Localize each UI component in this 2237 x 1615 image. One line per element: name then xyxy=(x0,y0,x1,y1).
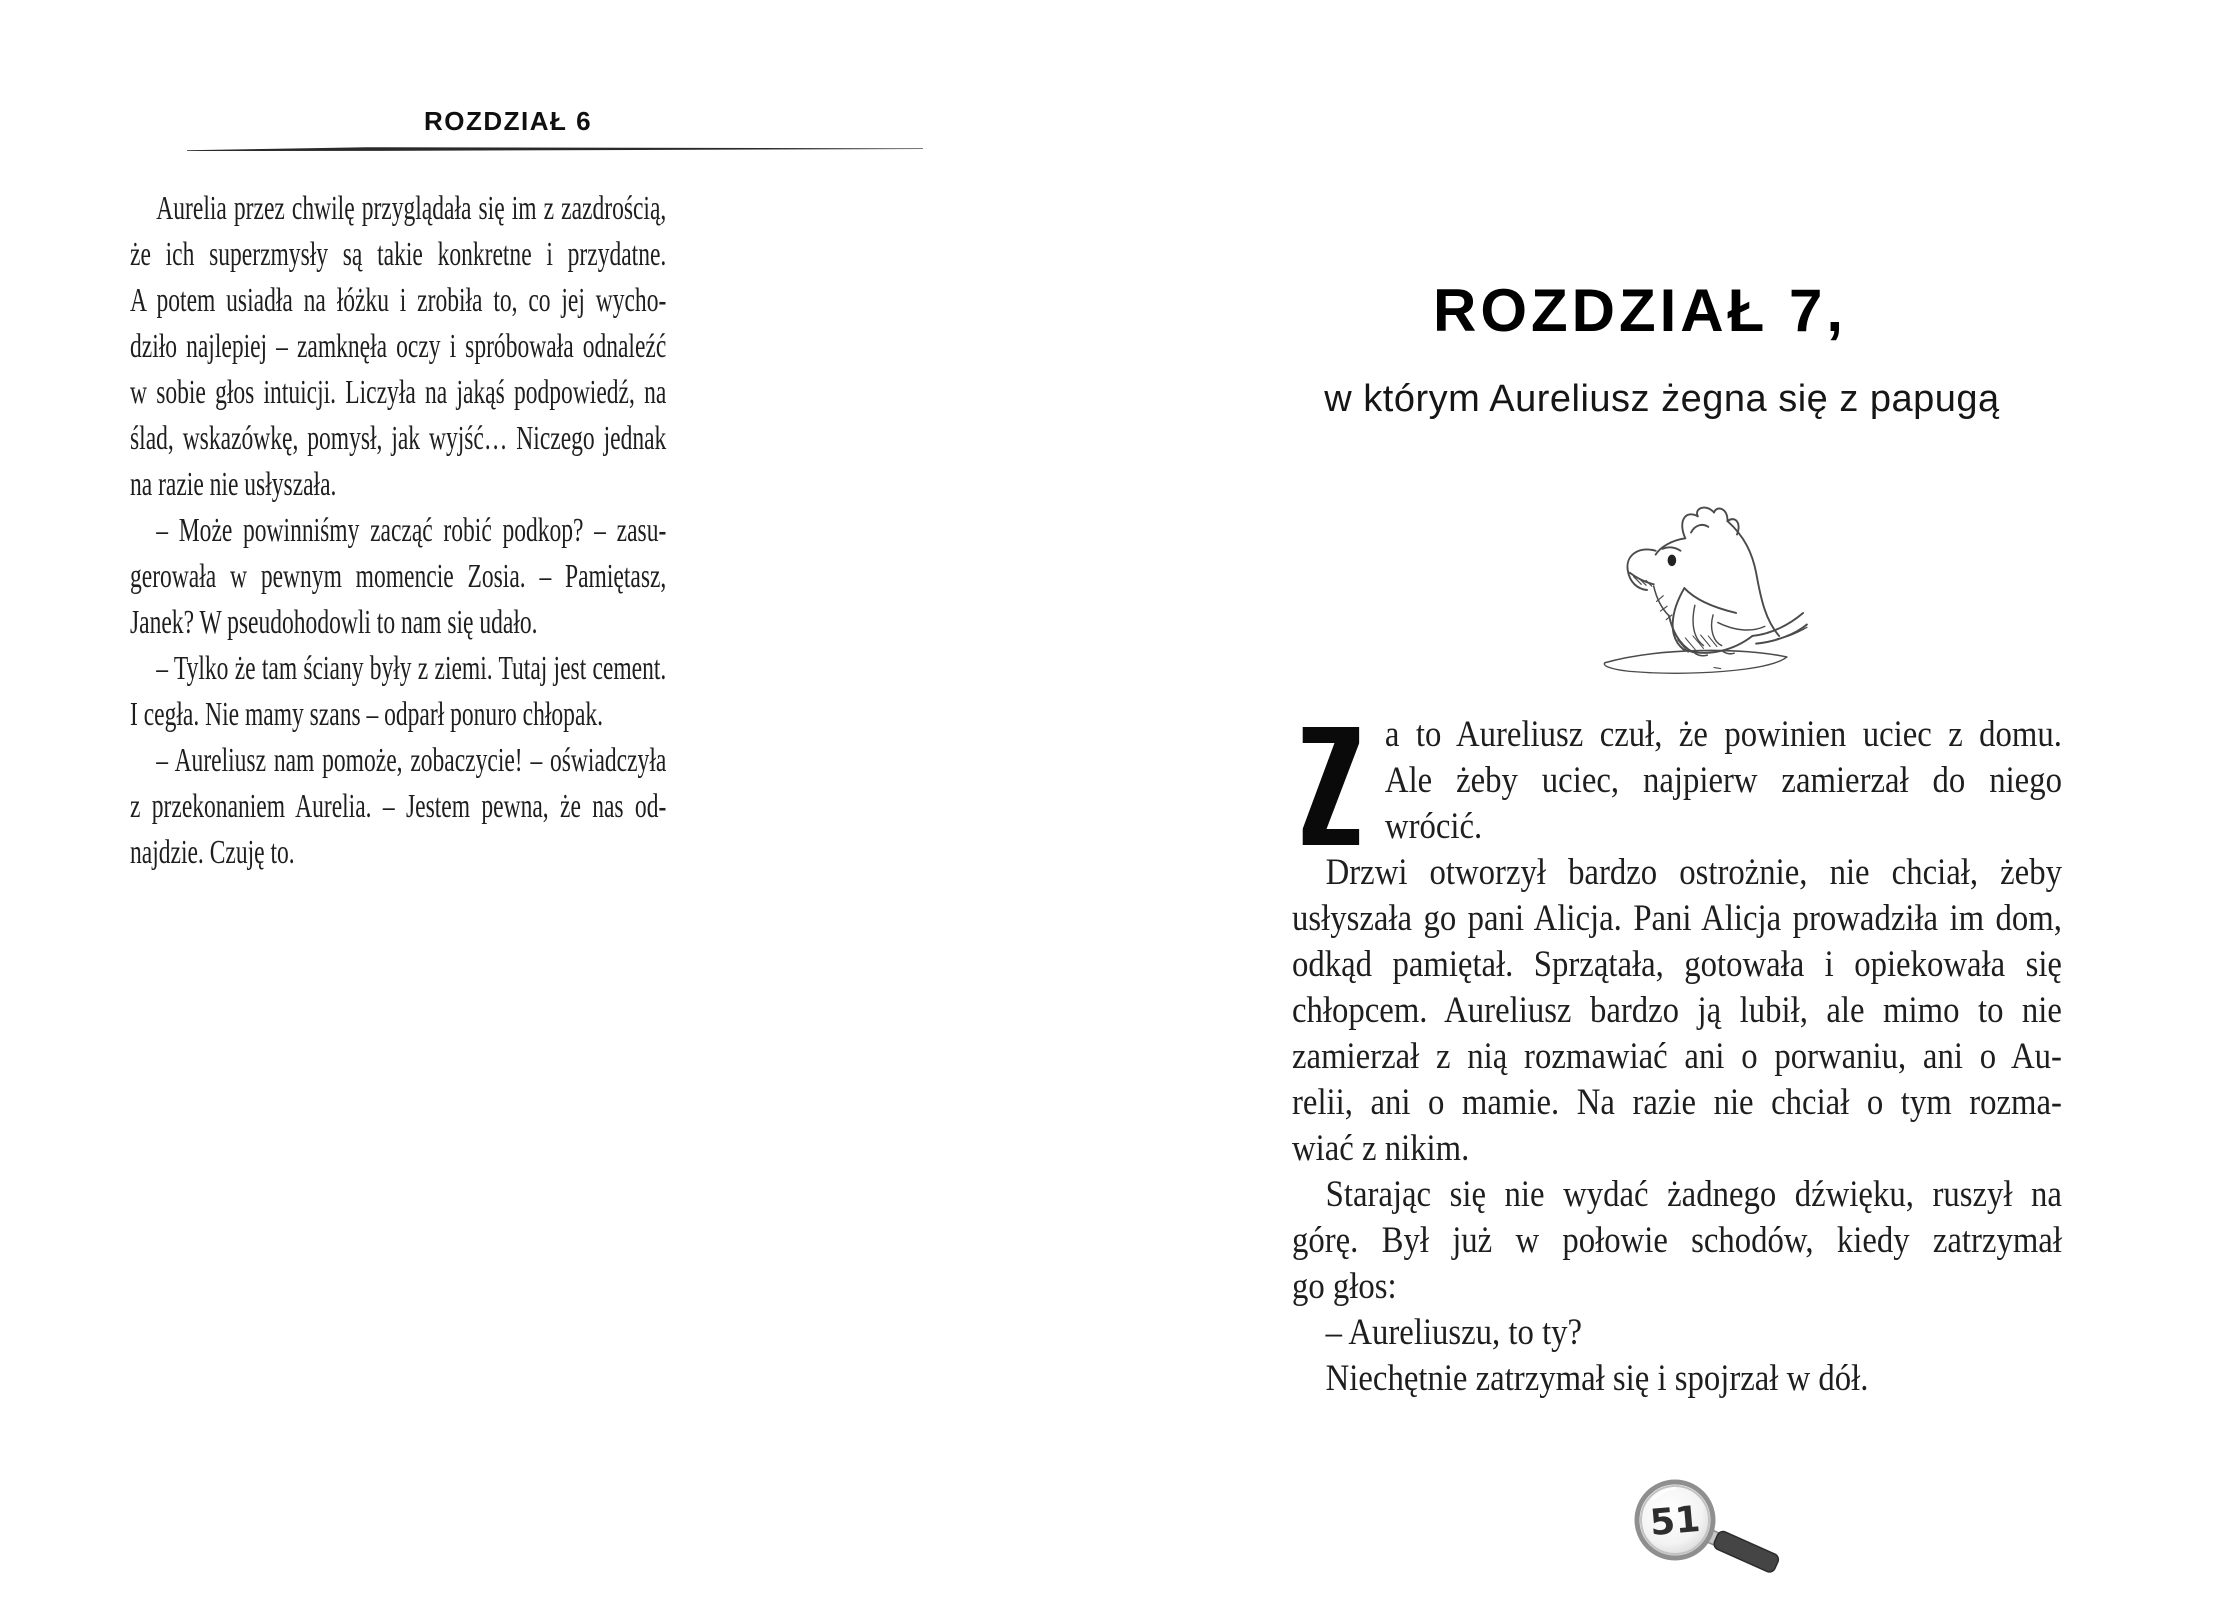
text-line: odkąd pamiętał. Sprzątała, gotowała i opiekowała się xyxy=(1292,944,2062,985)
text-line: najdzie. Czuję to. xyxy=(130,834,295,871)
text-line: – Aureliuszu, to ty? xyxy=(1325,1312,1583,1353)
text-line: chłopcem. Aureliusz bardzo ją lubił, ale mimo to nie xyxy=(1292,990,2062,1031)
text-line: go głos: xyxy=(1292,1266,1397,1307)
text-line: z przekonaniem Aurelia. – Jestem pewna, że nas od- xyxy=(130,788,667,825)
text-line: A potem usiadła na łóżku i zrobiła to, co jej wycho- xyxy=(130,282,667,319)
text-line: – Może powinniśmy zacząć robić podkop? – zasu- xyxy=(156,512,667,549)
left-running-header: ROZDZIAŁ 6 xyxy=(424,106,593,136)
text-line: dziło najlepiej – zamknęła oczy i spróbowała odnaleźć xyxy=(130,328,667,365)
text-line: a to Aureliusz czuł, że powinien uciec z domu. xyxy=(1384,714,2062,755)
text-line: wiać z nikim. xyxy=(1292,1128,1470,1169)
text-line: że ich superzmysły są takie konkretne i przydatne. xyxy=(130,236,667,273)
left-page-text xyxy=(130,186,666,876)
text-line: Ale żeby uciec, najpierw zamierzał do niego xyxy=(1384,760,2062,801)
chapter-title: ROZDZIAŁ 7, xyxy=(1433,277,1847,344)
right-page-text xyxy=(1292,712,2062,1402)
text-line: ślad, wskazówkę, pomysł, jak wyjść… Niczego jednak xyxy=(130,420,667,457)
page-number-magnifier xyxy=(1630,1472,1800,1580)
header-rule xyxy=(187,144,923,154)
drop-cap-letter-z xyxy=(1303,727,1360,845)
text-line: – Aureliusz nam pomoże, zobaczycie! – oświadczyła xyxy=(156,742,667,779)
text-line: Niechętnie zatrzymał się i spojrzał w dół. xyxy=(1325,1358,1869,1399)
text-line: Aurelia przez chwilę przyglądała się im z zazdrością, xyxy=(156,190,667,227)
text-line: – Tylko że tam ściany były z ziemi. Tutaj jest cement. xyxy=(156,650,667,687)
page-number: 51 xyxy=(1648,1498,1702,1545)
text-line: Janek? W pseudohodowli to nam się udało. xyxy=(130,604,538,641)
text-line: relii, ani o mamie. Na razie nie chciał o tym rozma- xyxy=(1292,1082,2062,1123)
text-line: w sobie głos intuicji. Liczyła na jakąś podpowiedź, na xyxy=(130,374,667,411)
text-line: wrócić. xyxy=(1384,806,1483,847)
parrot-illustration xyxy=(1572,500,1812,680)
text-line: Starając się nie wydać żadnego dźwięku, ruszył na xyxy=(1325,1174,2062,1215)
text-line: I cegła. Nie mamy szans – odparł ponuro chłopak. xyxy=(130,696,604,733)
text-line: górę. Był już w połowie schodów, kiedy zatrzymał xyxy=(1292,1220,2062,1261)
text-line: na razie nie usłyszała. xyxy=(130,466,337,503)
drop-cap xyxy=(1292,727,1385,845)
text-line: Drzwi otworzył bardzo ostrożnie, nie chciał, żeby xyxy=(1325,852,2062,893)
text-line: gerowała w pewnym momencie Zosia. – Pamiętasz, xyxy=(130,558,667,595)
text-line: usłyszała go pani Alicja. Pani Alicja prowadziła im dom, xyxy=(1292,898,2062,939)
text-line: zamierzał z nią rozmawiać ani o porwaniu, ani o Au- xyxy=(1292,1036,2062,1077)
chapter-subtitle: w którym Aureliusz żegna się z papugą xyxy=(1324,378,2000,420)
